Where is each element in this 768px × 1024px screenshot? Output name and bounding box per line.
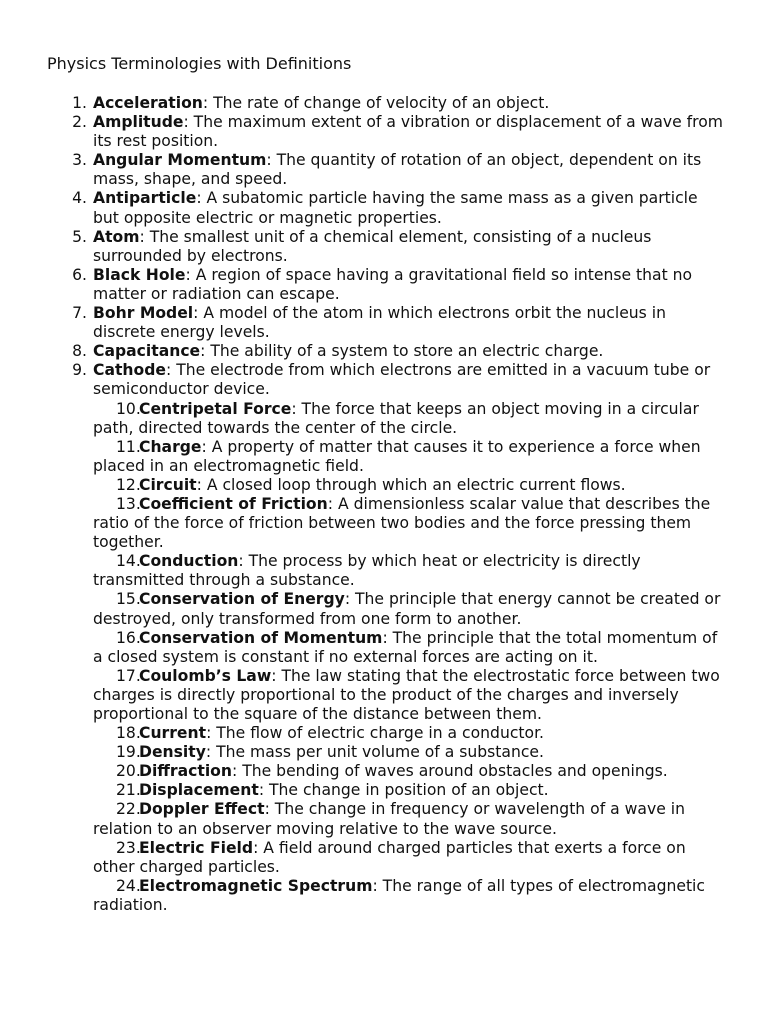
list-item xyxy=(0,94,768,113)
term-name: Coulomb’s Law xyxy=(139,666,272,685)
term-name: Conservation of Energy xyxy=(139,590,345,609)
list-item xyxy=(0,438,768,476)
list-item-number: 19. xyxy=(116,743,141,762)
list-item xyxy=(0,113,768,151)
list-item xyxy=(0,476,768,495)
list-item xyxy=(0,304,768,342)
term-definition: : The maximum extent of a vibration or displacement of a wave from its rest position. xyxy=(93,113,723,151)
list-item-number: 10. xyxy=(116,399,141,418)
list-item-number: 7. xyxy=(72,304,87,323)
list-item-number: 21. xyxy=(116,781,141,800)
list-item xyxy=(0,228,768,266)
term-name: Antiparticle xyxy=(93,189,197,208)
term-definition: : The mass per unit volume of a substance. xyxy=(205,743,544,762)
list-item-number: 12. xyxy=(116,475,141,494)
list-item xyxy=(0,800,768,838)
list-item-number: 18. xyxy=(116,724,141,743)
term-name: Acceleration xyxy=(93,94,203,112)
list-item xyxy=(0,552,768,590)
list-item xyxy=(0,361,768,399)
list-item-number: 1. xyxy=(72,94,87,112)
term-definition: : The principle that the total momentum of a closed system is constant if no external forces are acting on it. xyxy=(93,628,718,666)
term-definition: : The change in position of an object. xyxy=(258,781,549,800)
term-list xyxy=(0,94,768,915)
term-definition: : A region of space having a gravitational field so intense that no matter or radiation can escape. xyxy=(93,265,693,303)
list-item-number: 3. xyxy=(72,151,87,170)
list-item xyxy=(0,877,768,915)
list-item xyxy=(0,667,768,724)
term-name: Charge xyxy=(139,437,202,456)
term-name: Amplitude xyxy=(93,113,184,132)
list-item xyxy=(0,189,768,227)
list-item xyxy=(0,629,768,667)
term-definition: : A model of the atom in which electrons orbit the nucleus in discrete energy levels. xyxy=(93,304,666,342)
list-item xyxy=(0,342,768,361)
term-name: Cathode xyxy=(93,361,166,380)
term-definition: : The process by which heat or electricity is directly transmitted through a substance. xyxy=(93,552,641,590)
list-item-number: 2. xyxy=(72,113,87,132)
list-item xyxy=(0,743,768,762)
term-name: Black Hole xyxy=(93,265,186,284)
list-item xyxy=(0,839,768,877)
list-item-number: 8. xyxy=(72,342,87,361)
list-item-number: 4. xyxy=(72,189,87,208)
list-item-number: 6. xyxy=(72,265,87,284)
list-item xyxy=(0,266,768,304)
list-item-number: 9. xyxy=(72,361,87,380)
term-definition: : A dimensionless scalar value that describes the ratio of the force of friction between two bodies and the force pressing them together. xyxy=(93,494,711,552)
term-name: Displacement xyxy=(139,781,259,800)
list-item-number: 5. xyxy=(72,227,87,246)
term-definition: : A property of matter that causes it to experience a force when placed in an electromagnetic field. xyxy=(93,437,701,475)
list-item-number: 22. xyxy=(116,800,141,819)
term-definition: : The principle that energy cannot be created or destroyed, only transformed from one form to another. xyxy=(93,590,721,628)
list-item-number: 13. xyxy=(116,494,141,513)
list-item xyxy=(0,590,768,628)
term-definition: : The ability of a system to store an electric charge. xyxy=(200,342,604,361)
term-name: Atom xyxy=(93,227,140,246)
list-item xyxy=(0,781,768,800)
term-name: Electric Field xyxy=(139,838,254,857)
term-definition: : The flow of electric charge in a conductor. xyxy=(206,724,544,743)
term-name: Conduction xyxy=(139,552,239,571)
term-name: Capacitance xyxy=(93,342,201,361)
list-item xyxy=(0,762,768,781)
term-name: Centripetal Force xyxy=(139,399,292,418)
term-name: Bohr Model xyxy=(93,304,194,323)
term-definition: : The law stating that the electrostatic force between two charges is directly proportional to the product of the charges and inversely proportional to the square of the distance between them. xyxy=(93,666,720,723)
list-item-number: 16. xyxy=(116,628,141,647)
term-name: Diffraction xyxy=(139,762,232,781)
term-name: Doppler Effect xyxy=(139,800,265,819)
term-name: Conservation of Momentum xyxy=(139,628,383,647)
term-name: Current xyxy=(139,724,207,743)
term-definition: : The force that keeps an object moving in a circular path, directed towards the center of the circle. xyxy=(93,399,699,437)
list-item-number: 14. xyxy=(116,552,141,571)
term-definition: : The change in frequency or wavelength of a wave in relation to an observer moving relative to the wave source. xyxy=(93,800,685,838)
term-definition: : A closed loop through which an electric current flows. xyxy=(196,475,626,494)
list-item-number: 20. xyxy=(116,762,141,781)
term-name: Coefficient of Friction xyxy=(139,494,328,513)
list-item-number: 23. xyxy=(116,838,141,857)
document-title: Physics Terminologies with Definitions xyxy=(47,54,352,73)
list-item-number: 24. xyxy=(116,876,141,895)
term-definition: : The quantity of rotation of an object, dependent on its mass, shape, and speed. xyxy=(93,151,702,189)
list-item-number: 17. xyxy=(116,666,141,685)
list-item-number: 11. xyxy=(116,437,141,456)
term-definition: : The range of all types of electromagnetic radiation. xyxy=(93,876,705,914)
term-name: Electromagnetic Spectrum xyxy=(139,876,373,895)
term-definition: : The bending of waves around obstacles and openings. xyxy=(232,762,668,781)
term-definition: : A subatomic particle having the same mass as a given particle but opposite electric or magnetic properties. xyxy=(93,189,698,227)
list-item xyxy=(0,724,768,743)
term-definition: : A field around charged particles that exerts a force on other charged particles. xyxy=(93,838,686,876)
term-name: Circuit xyxy=(139,475,197,494)
term-definition: : The smallest unit of a chemical element, consisting of a nucleus surrounded by electrons. xyxy=(93,227,652,265)
list-item xyxy=(0,151,768,189)
list-item xyxy=(0,495,768,552)
term-definition: : The rate of change of velocity of an object. xyxy=(202,94,550,112)
term-name: Density xyxy=(139,743,206,762)
term-name: Angular Momentum xyxy=(93,151,267,170)
term-definition: : The electrode from which electrons are emitted in a vacuum tube or semiconductor device. xyxy=(93,361,711,399)
list-item-number: 15. xyxy=(116,590,141,609)
list-item xyxy=(0,400,768,438)
